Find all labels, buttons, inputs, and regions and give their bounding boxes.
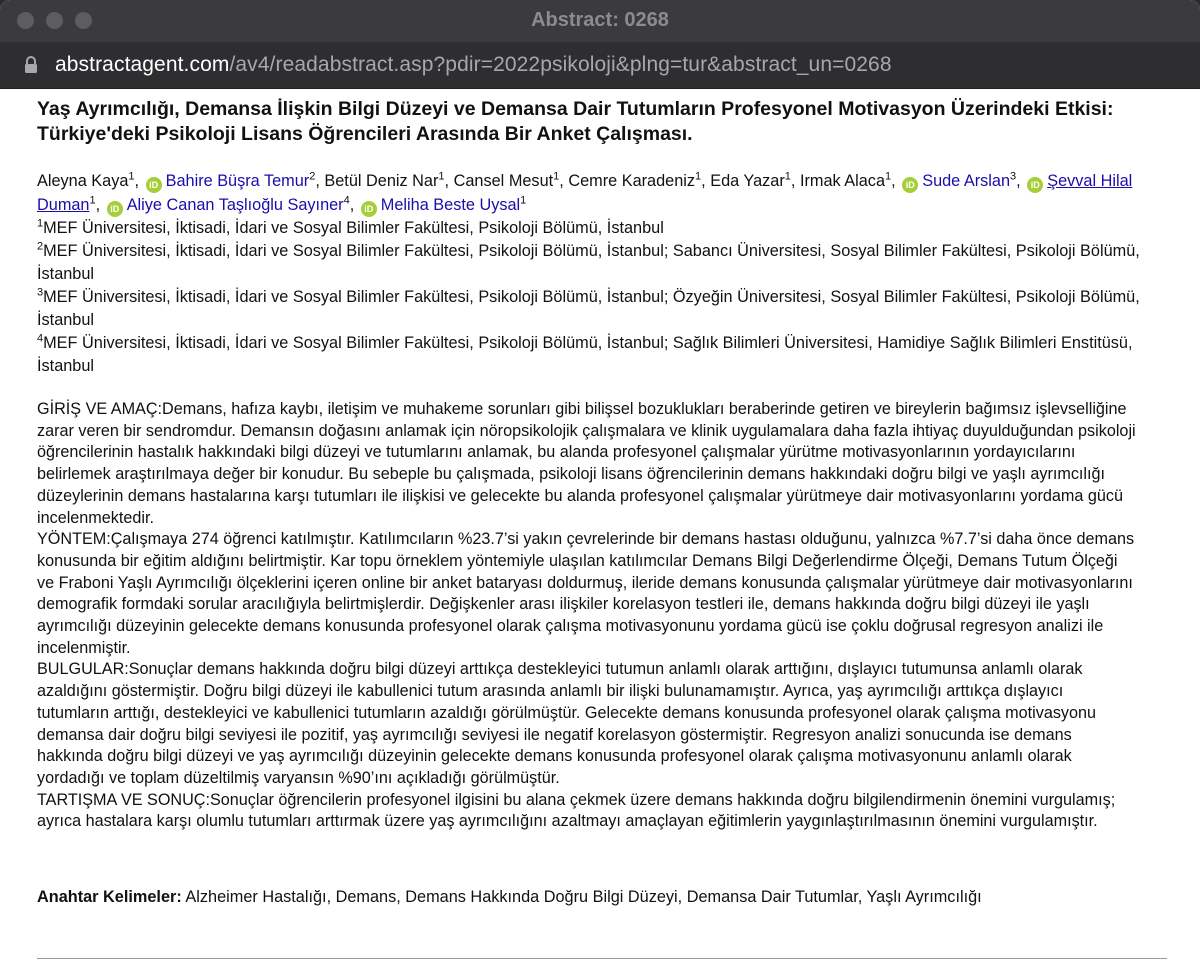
orcid-icon[interactable]: iD <box>146 177 162 193</box>
author-name[interactable]: Bahire Büşra Temur <box>165 172 310 190</box>
orcid-icon[interactable]: iD <box>361 201 377 217</box>
paper-title: Yaş Ayrımcılığı, Demansa İlişkin Bilgi Düzeyi ve Demansa Dair Tutumların Profesyonel Motivasyon Üzerindeki Etkisi: Türkiye'deki Psikoloji Lisans Öğrencileri Arasında Bir Anket Çalışması. <box>37 98 1114 145</box>
author-list <box>37 169 1167 217</box>
author-affiliation-number: 1 <box>695 170 702 183</box>
affiliation-list <box>37 217 1167 378</box>
title-bar <box>0 0 1200 42</box>
window-title: Abstract: 0268 <box>531 9 669 31</box>
author-separator: , <box>315 172 325 190</box>
keywords-text: Alzheimer Hastalığı, Demans, Demans Hakkında Doğru Bilgi Düzeyi, Demansa Dair Tutumlar, Yaşlı Ayrımcılığı <box>185 888 982 906</box>
affiliation-number: 2 <box>37 240 44 253</box>
address-bar[interactable] <box>0 42 1200 89</box>
affiliation-text: MEF Üniversitesi, İktisadi, İdari ve Sosyal Bilimler Fakültesi, Psikoloji Bölümü, İstanbul; Sabancı Üniversitesi, Sosyal Bilimler Fakültesi, Psikoloji Bölümü, İstanbul <box>37 242 1140 283</box>
affiliation-text: MEF Üniversitesi, İktisadi, İdari ve Sosyal Bilimler Fakültesi, Psikoloji Bölümü, İstanbul <box>43 219 664 237</box>
affiliation-number: 4 <box>37 332 44 345</box>
author-separator: , <box>134 172 144 190</box>
author-affiliation-number: 1 <box>553 170 560 183</box>
url-host: abstractagent.com <box>55 53 230 76</box>
author-affiliation-number: 1 <box>784 170 791 183</box>
author-separator: , <box>349 196 359 214</box>
author-name: Aleyna Kaya <box>37 172 129 190</box>
affiliation-number: 1 <box>37 217 44 230</box>
orcid-icon[interactable]: iD <box>1027 177 1043 193</box>
orcid-icon[interactable]: iD <box>107 201 123 217</box>
author-affiliation-number: 1 <box>89 194 96 207</box>
author-name: Eda Yazar <box>710 172 785 190</box>
author-affiliation-number: 4 <box>343 194 350 207</box>
author-affiliation-number: 1 <box>885 170 892 183</box>
affiliation <box>37 332 1167 378</box>
affiliation-text: MEF Üniversitesi, İktisadi, İdari ve Sosyal Bilimler Fakültesi, Psikoloji Bölümü, İstanbul; Özyeğin Üniversitesi, Sosyal Bilimler Fakültesi, Psikoloji Bölümü, İstanbul <box>37 288 1140 329</box>
affiliation-number: 3 <box>37 286 44 299</box>
url-path: /av4/readabstract.asp?pdir=2022psikoloji&plng=tur&abstract_un=0268 <box>229 53 892 76</box>
abstract-body <box>37 399 1137 833</box>
lock-icon <box>23 55 39 75</box>
affiliation <box>37 286 1167 332</box>
author-separator: , <box>790 172 800 190</box>
affiliation <box>37 217 1167 240</box>
divider <box>37 958 1167 959</box>
keywords <box>37 886 1167 908</box>
author-name: Betül Deniz Nar <box>324 172 439 190</box>
orcid-icon[interactable]: iD <box>902 177 918 193</box>
author-name[interactable]: Şevval Hilal Duman <box>37 172 1133 214</box>
author-affiliation-number: 1 <box>520 194 527 207</box>
author-name[interactable]: Sude Arslan <box>922 172 1011 190</box>
author-name: Cansel Mesut <box>453 172 554 190</box>
affiliation <box>37 240 1167 286</box>
page-content <box>0 89 1200 967</box>
abstract-results: BULGULAR:Sonuçlar demans hakkında doğru bilgi düzeyi arttıkça destekleyici tutumun anlamlı olarak arttığını, dışlayıcı tutumunsa anlamlı olarak azaldığını göstermiştir. Doğru bilgi düzeyi ile kabullenici tutum arasında anlamlı bir ilişki bulunamamıştır. Ayrıca, yaş ayrımcılığı arttıkça dışlayıcı tutumların arttığı, destekleyici ve kabullenici tutumların azaldığı görülmüştür. Gelecekte demans konusunda profesyonel olarak çalışma motivasyonu demansa dair doğru bilgi seviyesi ile pozitif, yaş ayrımcılığı seviyesi ile negatif korelasyon göstermiştir. Regresyon analizi sonucunda ise demans hakkında doğru bilgi düzeyi ve yaş ayrımcılığı düzeyinin gelecekte demans konusunda profesyonel olarak çalışma motivasyonunu anlamlı olarak yordadığı ve toplam düzeltilmiş varyansın %90’ını açıkladığı görülmüştür. <box>37 660 1097 787</box>
author-affiliation-number: 2 <box>309 170 316 183</box>
author-name[interactable]: Meliha Beste Uysal <box>380 196 521 214</box>
author-separator: , <box>95 196 105 214</box>
url-text[interactable] <box>55 53 892 77</box>
author-affiliation-number: 1 <box>128 170 135 183</box>
keywords-label: Anahtar Kelimeler: <box>37 888 182 906</box>
abstract-introduction: GİRİŞ VE AMAÇ:Demans, hafıza kaybı, iletişim ve muhakeme sorunları gibi bilişsel bozuklukları beraberinde getiren ve bireylerin bağımsız işlevselliğine zarar veren bir sendromdur. Demansın doğasını anlamak için nöropsikolojik çalışmalara ve klinik uygulamalara daha fazla ihtiyaç duyulduğundan psikoloji öğrencilerinin hastalık hakkındaki bilgi düzeyi ve tutumlarını anlamak, bu alanda profesyonel çalışmalar yürütme motivasyonlarının yordayıcılarını belirlemek araştırılmaya değer bir konudur. Bu sebeple bu çalışmada, psikoloji lisans öğrencilerinin demans hakkındaki doğru bilgi ve yaşlı ayrımcılığı düzeylerinin demans hastalarına karşı tutumları ile ilişkisi ve gelecekte bu alanda profesyonel çalışmalar yürütmeye dair motivasyonlarını yordama gücü incelenmektedir. <box>37 400 1136 527</box>
abstract-method: YÖNTEM:Çalışmaya 274 öğrenci katılmıştır. Katılımcıların %23.7’si yakın çevrelerinde bir demans hastası olduğunu, yalnızca %7.7’si daha önce demans konusunda bir eğitim aldığını belirtmiştir. Kar topu örneklem yöntemiyle ulaşılan katılımcılar Demans Bilgi Değerlendirme Ölçeği, Demans Tutum Ölçeği ve Fraboni Yaşlı Ayrımcılığı ölçeklerini içeren online bir anket bataryası doldurmuş, ileride demans konusunda çalışmalar yürütmeye dair motivasyonlarını demografik formdaki sorular aracılığıyla belirtmişlerdir. Değişkenler arası ilişkiler korelasyon testleri ile, demans hakkında doğru bilgi düzeyi ile yaşlı ayrımcılığı düzeyinin gelecekte demans konusunda profesyonel olarak çalışma motivasyonunu yordama gücü ise çoklu doğrusal regresyon analizi ile incelenmiştir. <box>37 530 1135 657</box>
author-separator: , <box>1016 172 1026 190</box>
author-name[interactable]: Aliye Canan Taşlıoğlu Sayıner <box>126 196 344 214</box>
author-separator: , <box>559 172 569 190</box>
affiliation-text: MEF Üniversitesi, İktisadi, İdari ve Sosyal Bilimler Fakültesi, Psikoloji Bölümü, İstanbul; Sağlık Bilimleri Üniversitesi, Hamidiye Sağlık Bilimleri Enstitüsü, İstanbul <box>37 334 1133 375</box>
abstract-discussion: TARTIŞMA VE SONUÇ:Sonuçlar öğrencilerin profesyonel ilgisini bu alana çekmek üzere demans hakkında doğru bilgilendirmenin önemini vurgulamış; ayrıca hastalara karşı olumlu tutumları arttırmak üzere yaş ayrımcılığını azaltmayı amaçlayan eğitimlerin yaygınlaştırılmasının önemini vurgulamıştır. <box>37 790 1116 831</box>
author-separator: , <box>444 172 454 190</box>
author-separator: , <box>891 172 901 190</box>
author-name: Irmak Alaca <box>799 172 886 190</box>
author-name: Cemre Karadeniz <box>568 172 696 190</box>
author-affiliation-number: 1 <box>438 170 445 183</box>
author-separator: , <box>701 172 711 190</box>
author-affiliation-number: 3 <box>1010 170 1017 183</box>
